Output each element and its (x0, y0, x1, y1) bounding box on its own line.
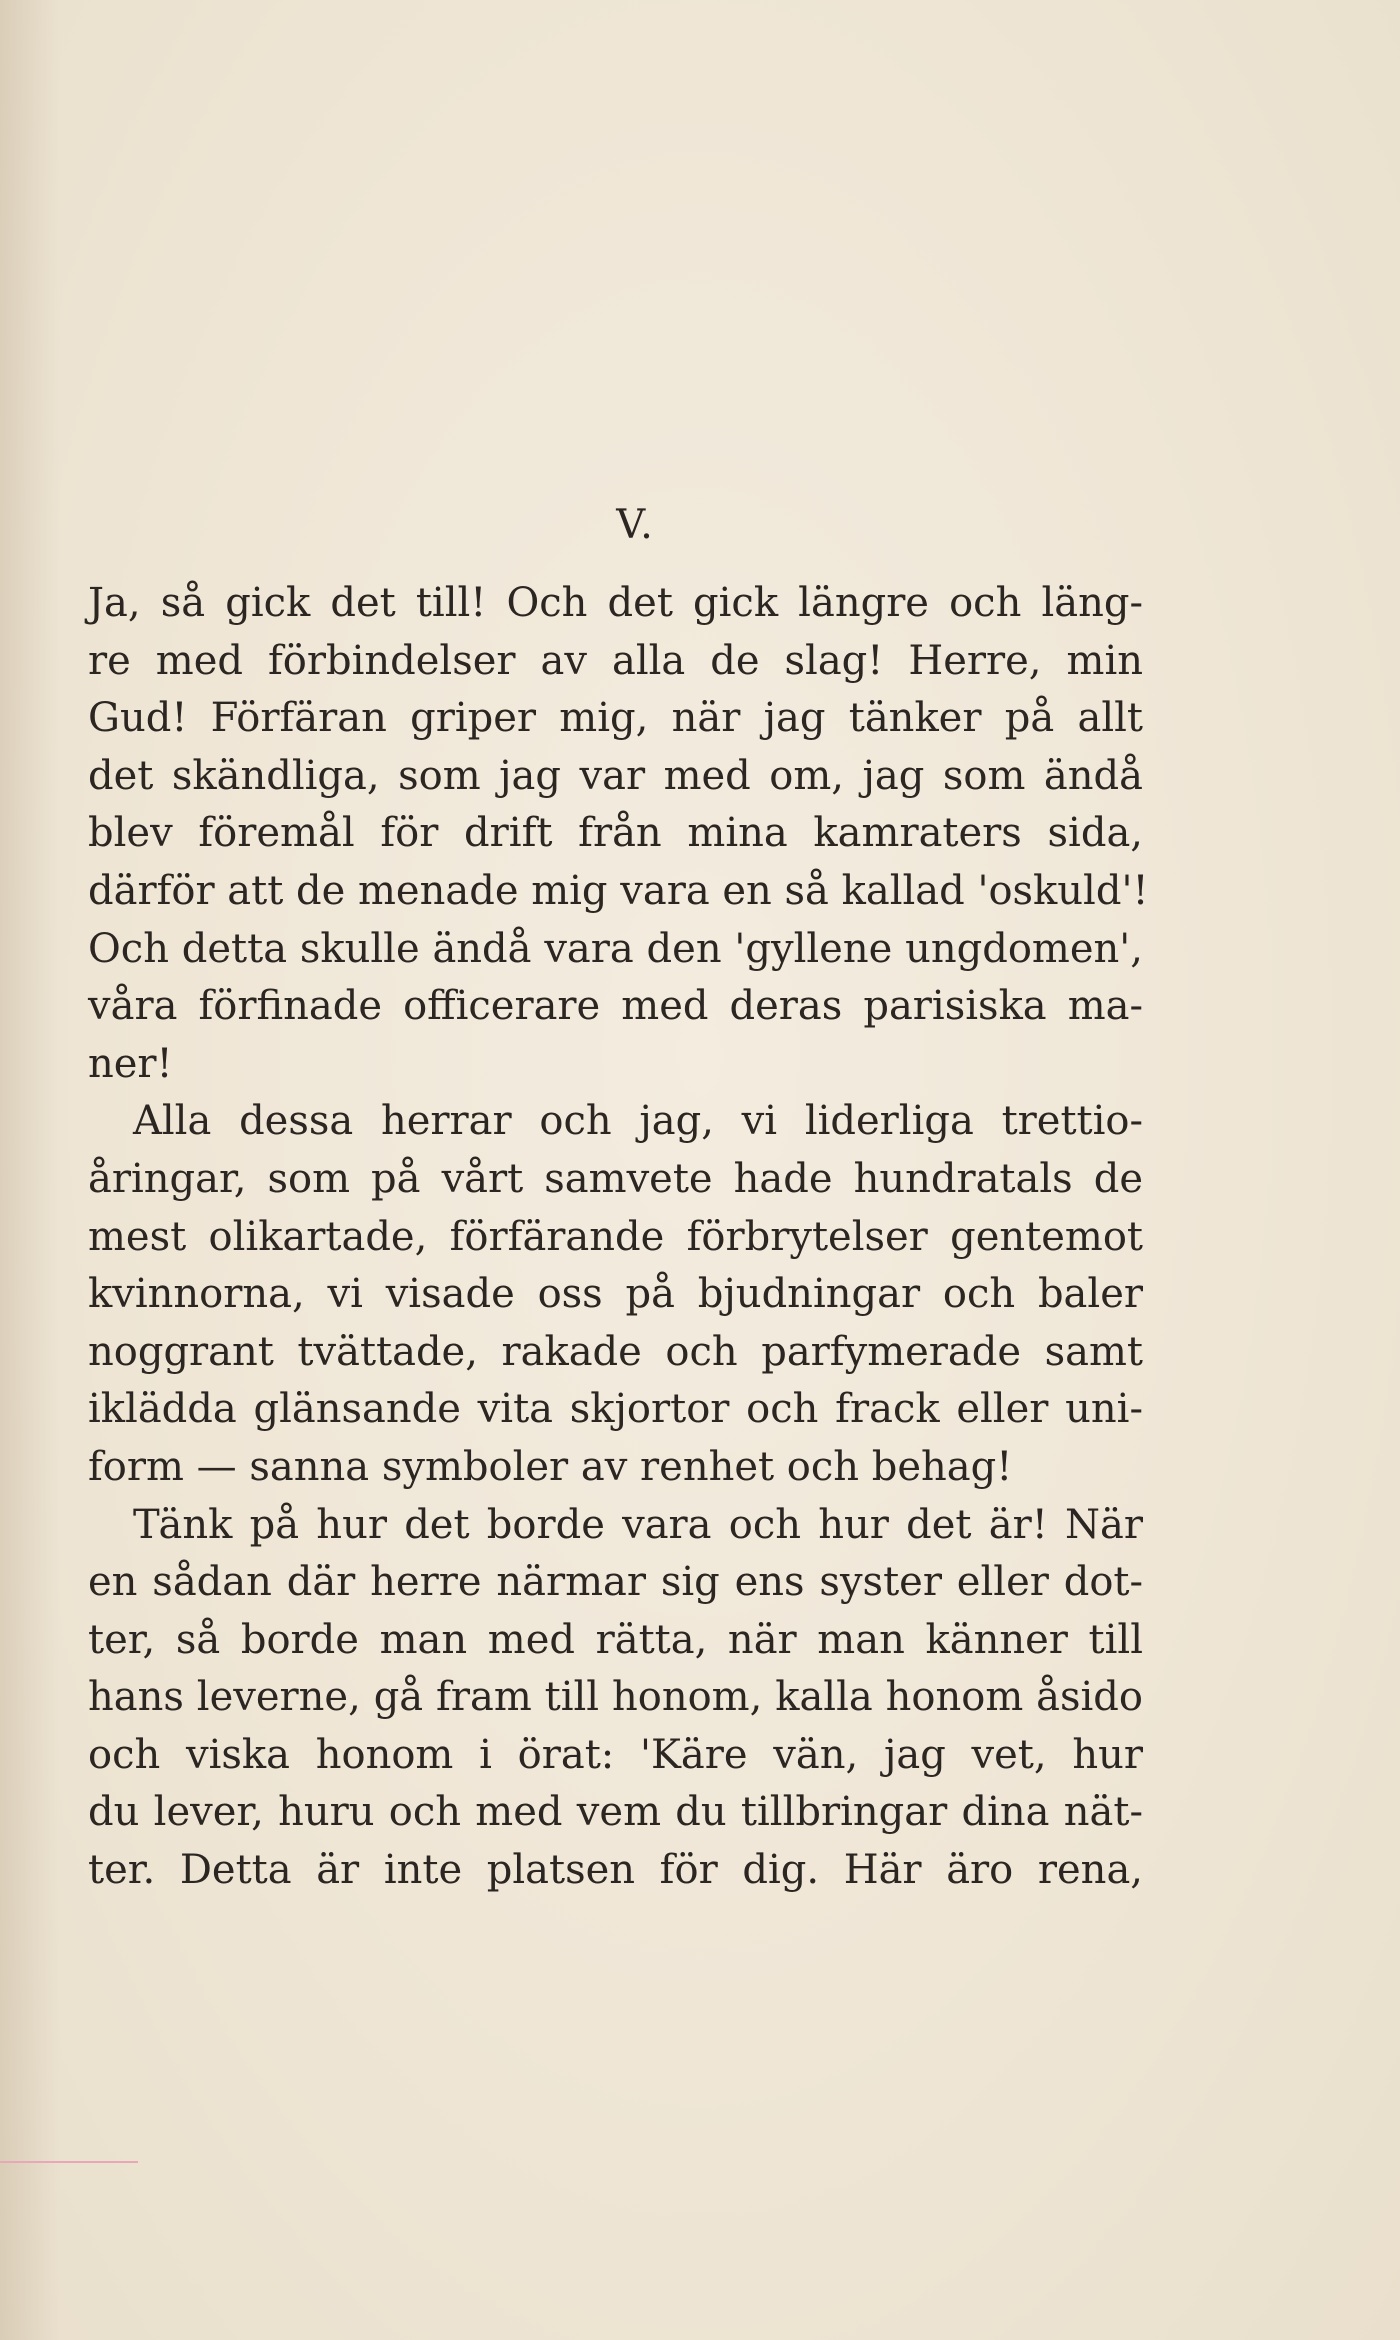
text-line: iklädda glänsande vita skjortor och frack eller uni- (88, 1386, 1143, 1433)
text-line: noggrant tvättade, rakade och parfymerade samt (88, 1328, 1143, 1375)
page-text (88, 485, 1149, 1900)
text-line: blev föremål för drift från mina kamraters sida, (88, 810, 1143, 857)
text-line: åringar, som på vårt samvete hade hundratals de (88, 1155, 1143, 1202)
text-line: därför att de menade mig vara en så kallad 'oskuld'! (88, 867, 1149, 914)
text-line: re med förbindelser av alla de slag! Herre, min (88, 637, 1143, 684)
text-line: du lever, huru och med vem du tillbringar dina nät- (88, 1789, 1143, 1836)
text-line: Ja, så gick det till! Och det gick längre och läng- (88, 580, 1143, 626)
text-line: Tänk på hur det borde vara och hur det är! När (133, 1501, 1143, 1548)
text-line: en sådan där herre närmar sig ens syster eller dot- (88, 1559, 1143, 1606)
text-line: det skändliga, som jag var med om, jag som ändå (88, 752, 1143, 799)
page-gutter-shadow (0, 0, 60, 2340)
paragraph-3 (88, 1497, 1143, 1900)
text-line: kvinnorna, vi visade oss på bjudningar och baler (88, 1271, 1143, 1318)
text-line: Och detta skulle ändå vara den 'gyllene ungdomen', (88, 925, 1143, 972)
text-line: ner! (88, 1040, 173, 1087)
paragraph-1 (88, 575, 1149, 1093)
text-line: hans leverne, gå fram till honom, kalla honom åsido (88, 1674, 1143, 1721)
text-line: ter. Detta är inte platsen för dig. Här äro rena, (88, 1847, 1143, 1894)
text-line: våra förfinade officerare med deras parisiska ma- (88, 983, 1143, 1030)
text-line: Alla dessa herrar och jag, vi liderliga trettio- (133, 1098, 1143, 1145)
text-line: Gud! Förfäran griper mig, när jag tänker på allt (88, 695, 1143, 742)
text-line: form — sanna symboler av renhet och behag! (88, 1443, 1013, 1490)
paragraph-2 (88, 1093, 1143, 1496)
margin-rule-mark (0, 2161, 138, 2163)
text-line: mest olikartade, förfärande förbrytelser gentemot (88, 1213, 1143, 1260)
chapter-heading: V. (616, 502, 655, 548)
text-line: och viska honom i örat: 'Käre vän, jag vet, hur (88, 1731, 1143, 1778)
text-line: ter, så borde man med rätta, när man känner till (88, 1616, 1143, 1663)
